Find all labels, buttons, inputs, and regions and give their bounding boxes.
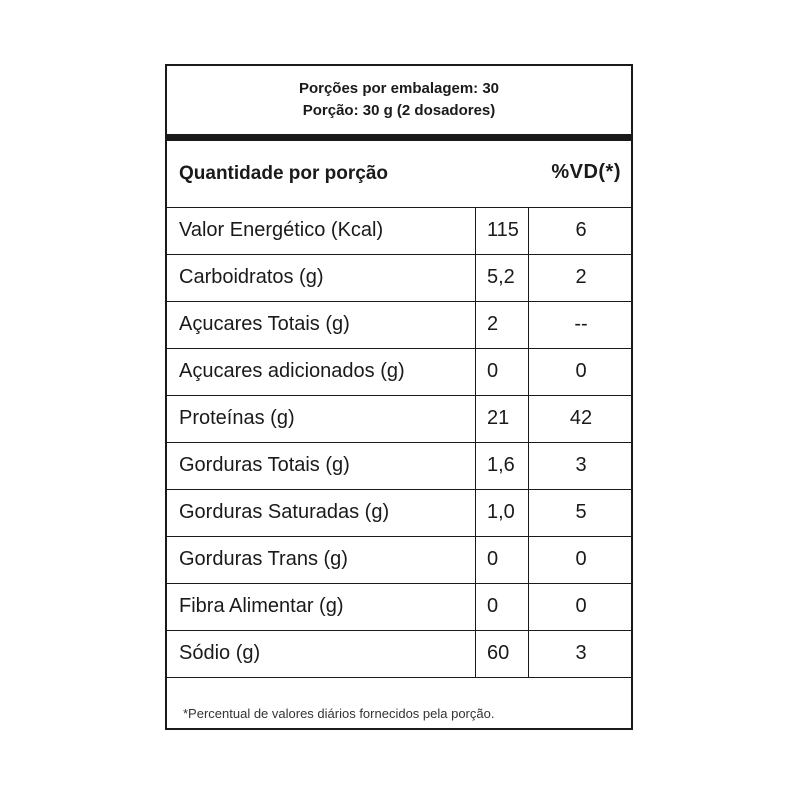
table-row — [167, 490, 631, 537]
nutrient-amount: 1,6 — [475, 443, 529, 489]
nutrient-daily-value: 2 — [575, 266, 587, 288]
nutrient-name: Proteínas (g) — [179, 407, 295, 429]
label-header — [167, 66, 631, 134]
table-header-row — [167, 141, 631, 208]
table-row — [167, 349, 631, 396]
nutrient-name: Valor Energético (Kcal) — [179, 219, 384, 241]
nutrient-name: Gorduras Trans (g) — [179, 548, 348, 570]
nutrient-amount: 21 — [475, 396, 529, 442]
table-row — [167, 255, 631, 302]
nutrient-amount: 1,0 — [475, 490, 529, 536]
nutrient-daily-value: 42 — [569, 407, 593, 429]
nutrient-daily-value: 3 — [575, 454, 587, 476]
quantity-per-serving-heading: Quantidade por porção — [179, 163, 389, 184]
table-row — [167, 584, 631, 631]
nutrient-daily-value: 5 — [575, 501, 587, 523]
nutrition-facts-label — [165, 64, 633, 730]
nutrient-name: Gorduras Totais (g) — [179, 454, 350, 476]
header-divider — [167, 134, 631, 141]
nutrient-name: Sódio (g) — [179, 642, 261, 664]
serving-size: Porção: 30 g (2 dosadores) — [302, 102, 496, 119]
nutrient-amount: 0 — [475, 584, 529, 630]
nutrient-name: Carboidratos (g) — [179, 266, 324, 288]
servings-per-package: Porções por embalagem: 30 — [298, 80, 500, 97]
nutrient-amount: 0 — [475, 537, 529, 583]
table-row — [167, 396, 631, 443]
table-row — [167, 537, 631, 584]
nutrient-daily-value: 3 — [575, 642, 587, 664]
nutrient-daily-value: 0 — [575, 595, 587, 617]
nutrient-rows — [167, 208, 631, 678]
nutrient-amount: 2 — [475, 302, 529, 348]
nutrient-daily-value: -- — [574, 313, 588, 335]
nutrient-amount: 115 — [475, 208, 529, 254]
nutrient-amount: 5,2 — [475, 255, 529, 301]
nutrient-daily-value: 6 — [575, 219, 587, 241]
nutrient-daily-value: 0 — [575, 548, 587, 570]
table-row — [167, 208, 631, 255]
nutrient-name: Fibra Alimentar (g) — [179, 595, 344, 617]
table-row — [167, 302, 631, 349]
nutrient-daily-value: 0 — [575, 360, 587, 382]
nutrient-amount: 60 — [475, 631, 529, 677]
nutrient-name: Açucares adicionados (g) — [179, 360, 405, 382]
nutrient-name: Açucares Totais (g) — [179, 313, 350, 335]
footnote: *Percentual de valores diários fornecidos pela porção. — [183, 706, 495, 721]
daily-value-heading: %VD(*) — [551, 161, 621, 183]
table-row — [167, 443, 631, 490]
table-row — [167, 631, 631, 678]
nutrient-amount: 0 — [475, 349, 529, 395]
nutrient-name: Gorduras Saturadas (g) — [179, 501, 390, 523]
